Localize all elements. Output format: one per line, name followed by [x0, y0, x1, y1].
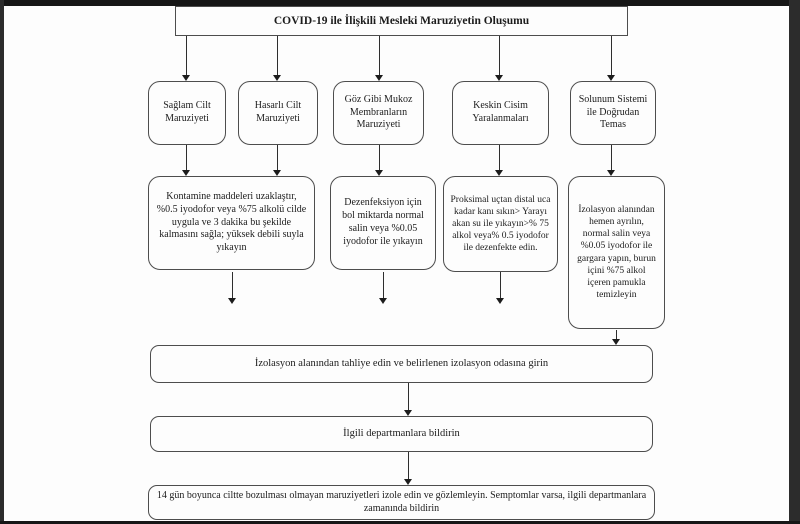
node-label: Keskin Cisim Yaralanmaları: [472, 100, 529, 124]
arrow-keskin-down: [500, 272, 501, 298]
node-hasarli-cilt: [238, 81, 318, 145]
node-label: Sağlam Cilt Maruziyeti: [163, 100, 211, 124]
node-label: 14 gün boyunca ciltte bozulması olmayan maruziyetleri izole edin ve gözlemleyin. Semptomlar varsa, ilgili departmanlara zamanında bildirin: [156, 490, 647, 514]
arrow-title-to-mukoz-membran: [379, 36, 380, 75]
arrow-keskin-to-mudahale: [499, 145, 500, 170]
arrow-title-to-saglam-cilt: [186, 36, 187, 75]
node-keskin-cisim: [452, 81, 549, 145]
arrow-title-to-solunum-temas: [611, 36, 612, 75]
arrow-solunum-to-mudahale: [611, 145, 612, 170]
arrow-solunum-to-tahliye: [616, 330, 617, 339]
page-title: COVID-19 ile İlişkili Mesleki Maruziyetin Oluşumu: [273, 14, 530, 27]
node-mukoz-membran: [333, 81, 424, 145]
arrow-mukoz-to-dezenfeksiyon: [379, 145, 380, 170]
node-dezenfeksiyon-action: [330, 176, 436, 270]
node-label: İzolasyon alanından tahliye edin ve belirlenen izolasyon odasına girin: [254, 358, 549, 370]
arrowhead-icon: [496, 298, 504, 304]
node-label: İlgili departmanlara bildirin: [343, 428, 460, 440]
arrowhead-icon: [228, 298, 236, 304]
arrow-kontamine-down: [232, 272, 233, 298]
arrow-bildirim-to-gozlem: [408, 452, 409, 479]
node-tahliye-step: [150, 345, 653, 383]
arrow-saglam-to-kontamine: [186, 145, 187, 170]
node-label: Göz Gibi Mukoz Membranların Maruziyeti: [344, 93, 413, 131]
node-label: Kontamine maddeleri uzaklaştır, %0.5 iyodofor veya %75 alkolü cilde uygula ve 3 dakika bu şekilde kalmasını sağla; yüksek debili suyla yıkayın: [156, 191, 307, 254]
node-solunum-mudahale-action: [568, 176, 665, 329]
arrow-title-to-keskin-cisim: [499, 36, 500, 75]
node-solunum-temas: [570, 81, 656, 145]
node-bildirim-step: [150, 416, 653, 452]
node-saglam-cilt: [148, 81, 226, 145]
node-label: Hasarlı Cilt Maruziyeti: [254, 100, 302, 124]
node-label: Proksimal uçtan distal uca kadar kanı sıkın> Yarayı akan su ile yıkayın>% 75 alkol veya% 0.5 iyodofor ile dezenfekte edin.: [450, 194, 551, 254]
arrow-dezenfeksiyon-down: [383, 272, 384, 298]
node-label: Solunum Sistemi ile Doğrudan Temas: [578, 93, 648, 131]
arrow-tahliye-to-bildirim: [408, 383, 409, 410]
left-frame-bar: [0, 0, 4, 524]
node-kontamine-action: [148, 176, 315, 270]
arrowhead-icon: [379, 298, 387, 304]
node-label: İzolasyon alanından hemen ayrılın, normal salin veya %0.05 iyodofor ile gargara yapın, burun içini %75 alkol içeren pamukla temizleyin: [577, 204, 656, 300]
arrow-title-to-hasarli-cilt: [277, 36, 278, 75]
right-frame-bar: [789, 0, 800, 524]
node-gozlem-step: [148, 485, 655, 520]
arrow-hasarli-to-kontamine: [277, 145, 278, 170]
node-label: Dezenfeksiyon için bol miktarda normal salin veya %0.05 iyodofor ile yıkayın: [342, 197, 424, 247]
node-keskin-mudahale-action: [443, 176, 558, 272]
title-box: [175, 6, 628, 36]
